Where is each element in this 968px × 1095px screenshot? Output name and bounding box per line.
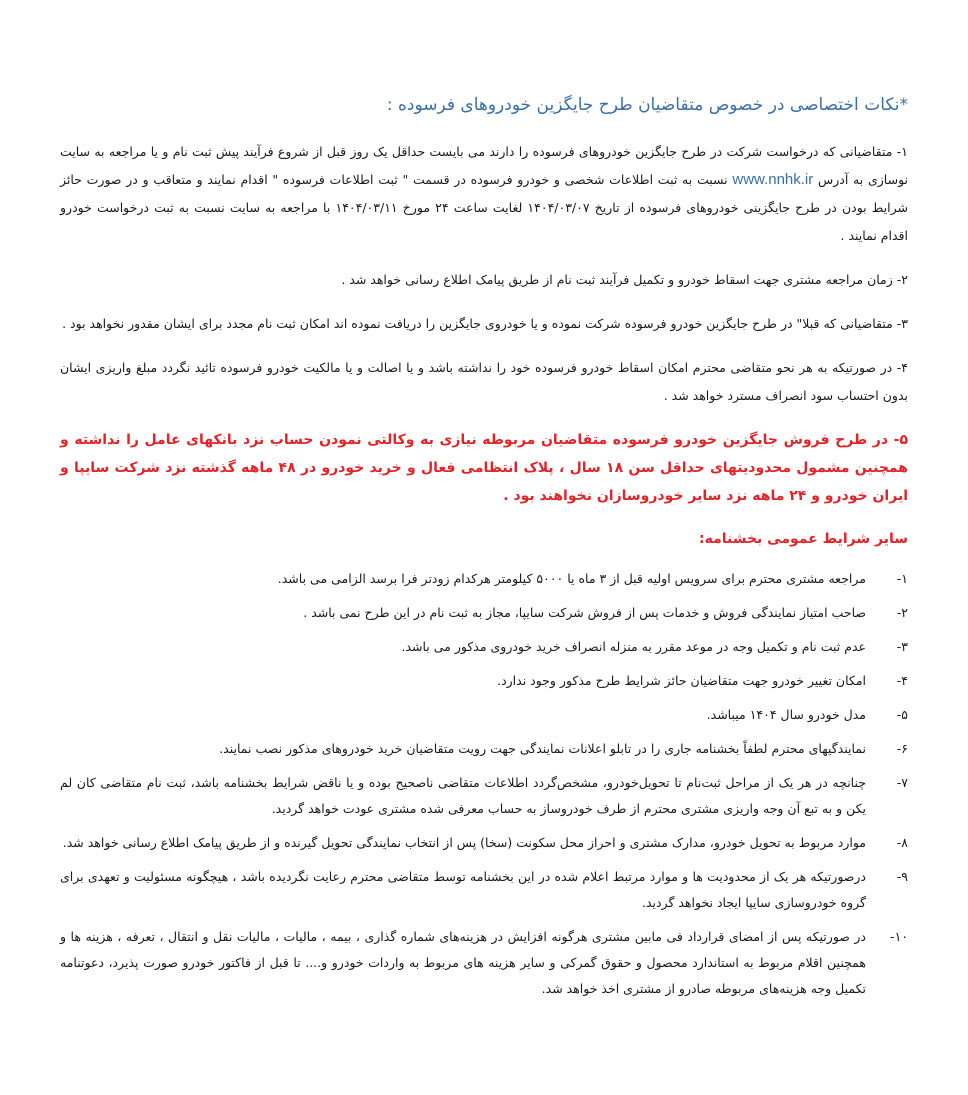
item-text: موارد مربوط به تحویل خودرو، مدارک مشتری و احراز محل سکونت (سخا) پس از انتخاب نمایندگی تحویل گیرنده و از طریق پیامک اطلاع رسانی خواهد شد. bbox=[62, 835, 866, 850]
note-5-highlighted: ۵- در طرح فروش جایگزین خودرو فرسوده متقاضیان مربوطه نیازی به وکالتی نمودن حساب نزد بانکهای عامل را نداشته و همچنین مشمول محدودیتهای حداقل سن ۱۸ سال ، پلاک انتظامی فعال و خرید خودرو در ۴۸ ماهه گذشته نزد شرکت سایپا و ایران خودرو و ۲۴ ماهه نزد سایر خودروسازان نخواهند بود . bbox=[60, 432, 908, 504]
item-number: ۷- bbox=[896, 775, 908, 790]
general-terms-list bbox=[60, 566, 908, 1002]
item-text: در صورتیکه پس از امضای قرارداد فی مابین مشتری هرگونه افزایش در هزینه‌های شماره گذاری ، بیمه ، مالیات ، مالیات نقل و انتقال ، تعرفه ، هزینه ها و همچنین اقلام مربوط به استاندارد محصول و حقوق گمرکی و سایر هزینه های مربوط به واردات خودرو و.... تا قبل از فاکتور خودرو صورت پذیرد، دعوتنامه تکمیل وجه هزینه‌های مربوطه صادرو از مشتری اخذ خواهد شد. bbox=[60, 929, 866, 996]
item-number: ۱- bbox=[896, 571, 908, 586]
page-title: *نکات اختصاصی در خصوص متقاضیان طرح جایگزین خودروهای فرسوده : bbox=[386, 95, 908, 115]
item-text: مدل خودرو سال ۱۴۰۴ میباشد. bbox=[706, 707, 866, 722]
list-item bbox=[60, 668, 908, 694]
item-text: چنانچه در هر یک از مراحل ثبت‌نام تا تحویل‌خودرو، مشخص‌گردد اطلاعات متقاضی ناصحیح بوده و یا ناقض شرایط بخشنامه باشد، ثبت نام متقاضی کان لم یکن و به تبع آن وجه واریزی مشتری محترم از طرف خودروساز به حساب معرفی شده مشتری عودت خواهد گردید. bbox=[60, 775, 866, 816]
general-terms-title: سایر شرایط عمومی بخشنامه: bbox=[698, 531, 908, 547]
item-text: عدم ثبت نام و تکمیل وجه در موعد مقرر به منزله انصراف خرید خودروی مذکور می باشد. bbox=[401, 639, 866, 654]
item-number: ۴- bbox=[896, 673, 908, 688]
item-number: ۲- bbox=[896, 605, 908, 620]
note-3: ۳- متقاضیانی که قبلا" در طرح جایگزین خودرو فرسوده شرکت نموده و یا خودروی جایگزین را دریافت نموده اند امکان ثبت نام مجدد برای ایشان مقدور نخواهد بود . bbox=[62, 316, 908, 331]
item-text: مراجعه مشتری محترم برای سرویس اولیه قبل از ۳ ماه یا ۵۰۰۰ کیلومتر هرکدام زودتر فرا برسد الزامی می باشد. bbox=[277, 571, 866, 586]
item-text: درصورتیکه هر یک از محدودیت ها و موارد مرتبط اعلام شده در این بخشنامه توسط متقاضی محترم رعایت نگردیده باشد ، هیچگونه مسئولیت و تعهدی برای گروه خودروسازی سایپا ایجاد نخواهد گردید. bbox=[60, 869, 866, 910]
note-1-text-after-link: نسبت به ثبت اطلاعات شخصی و خودرو فرسوده در قسمت " ثبت اطلاعات فرسوده " اقدام نمایند و متعاقب و در صورت حائز شرایط بودن در طرح جایگزینی خودروهای فرسوده از تاریخ ۱۴۰۴/۰۳/۰۷ لغایت ساعت ۲۴ مورخ ۱۴۰۴/۰۳/۱۱ با مراجعه به سایت نسبت به ثبت درخواست خودرو اقدام نمایند . bbox=[60, 172, 908, 243]
item-number: ۹- bbox=[896, 869, 908, 884]
list-item bbox=[60, 830, 908, 856]
item-number: ۵- bbox=[896, 707, 908, 722]
list-item bbox=[60, 566, 908, 592]
list-item bbox=[60, 864, 908, 916]
note-4: ۴- در صورتیکه به هر نحو متقاضی محترم امکان اسقاط خودرو فرسوده خود را نداشته باشد و یا اصالت و یا مالکیت خودرو فرسوده تائید نگردد مبلغ واریزی ایشان بدون احتساب سود انصراف مسترد خواهد شد . bbox=[60, 360, 908, 403]
item-number: ۶- bbox=[896, 741, 908, 756]
item-number: ۳- bbox=[896, 639, 908, 654]
list-item bbox=[60, 736, 908, 762]
list-item bbox=[60, 600, 908, 626]
nnhk-website-link[interactable]: www.nnhk.ir bbox=[732, 171, 814, 188]
note-1-text-before-link: ۱- متقاضیانی که درخواست شرکت در طرح جایگزین خودروهای فرسوده را دارند می بایست حداقل یک روز قبل از شروع فرآیند پیش ثبت نام و یا مراجعه به سایت نوسازی به آدرس bbox=[60, 144, 909, 187]
item-text: امکان تغییر خودرو جهت متقاضیان حائز شرایط طرح مذکور وجود ندارد. bbox=[497, 673, 866, 688]
list-item bbox=[60, 770, 908, 822]
note-1 bbox=[60, 138, 908, 250]
note-2: ۲- زمان مراجعه مشتری جهت اسقاط خودرو و تکمیل فرآیند ثبت نام از طریق پیامک اطلاع رسانی خواهد شد . bbox=[341, 272, 908, 287]
item-number: ۸- bbox=[896, 835, 908, 850]
list-item bbox=[60, 634, 908, 660]
list-item bbox=[60, 924, 908, 1002]
item-text: نمایندگیهای محترم لطفاً بخشنامه جاری را در تابلو اعلانات نمایندگی جهت رویت متقاضیان خرید خودروهای مذکور نصب نمایند. bbox=[219, 741, 866, 756]
item-text: صاحب امتیاز نمایندگی فروش و خدمات پس از فروش شرکت سایپا، مجاز به ثبت نام در این طرح نمی باشد . bbox=[303, 605, 866, 620]
list-item bbox=[60, 702, 908, 728]
special-notes bbox=[60, 138, 908, 510]
item-number: ۱۰- bbox=[890, 929, 908, 944]
